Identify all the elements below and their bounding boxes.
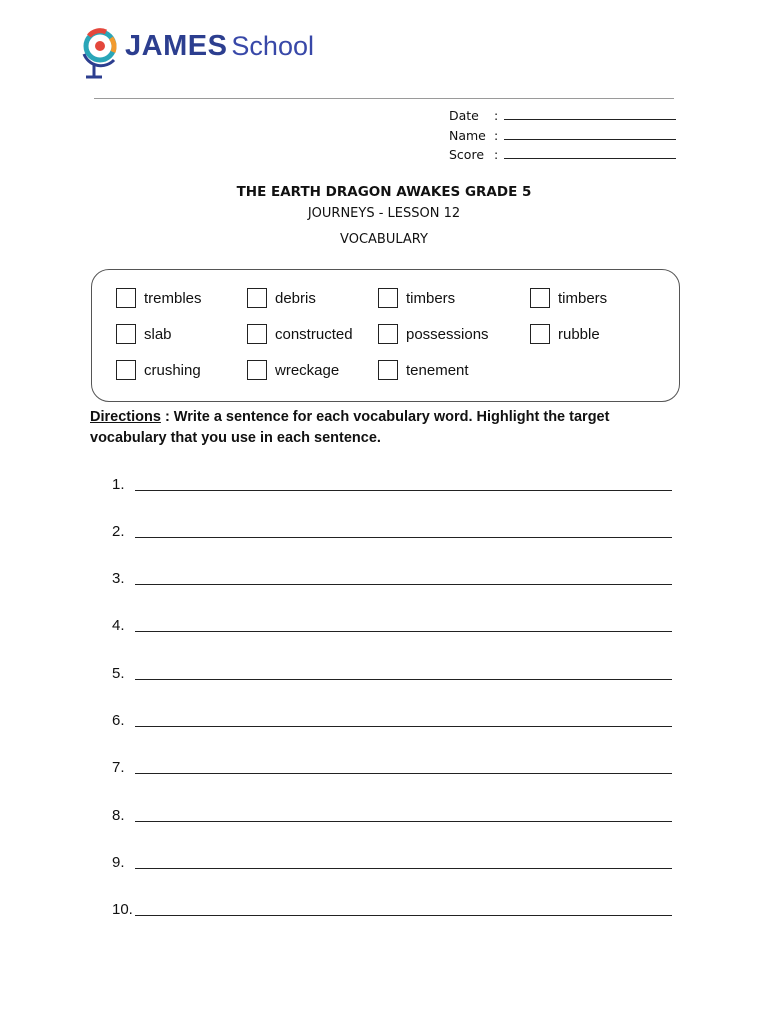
brand-name [125,32,314,61]
worksheet-title: THE EARTH DRAGON AWAKES GRADE 5 [236,184,532,200]
section-heading: VOCABULARY [340,232,428,247]
directions-text: : Write a sentence for each vocabulary word. Highlight the target vocabulary that you use in each sentence. [90,409,610,446]
vocab-word: wreckage [275,361,340,379]
vocab-item-crushing[interactable] [116,360,201,380]
answer-line-5[interactable] [112,665,672,682]
answer-blank[interactable] [135,901,672,916]
answer-number: 9. [112,854,125,871]
vocab-item-timbers-2[interactable] [530,288,607,308]
vocab-item-debris[interactable] [247,288,316,308]
vocab-word: possessions [406,325,489,343]
answer-line-10[interactable] [112,901,672,918]
answer-number: 1. [112,476,125,493]
vocab-item-tenement[interactable] [378,360,469,380]
vocab-item-possessions[interactable] [378,324,489,344]
answer-line-2[interactable] [112,523,672,540]
answer-line-8[interactable] [112,807,672,824]
answer-line-6[interactable] [112,712,672,729]
answer-number: 10. [112,901,133,918]
header-divider [94,98,674,99]
answer-blank[interactable] [135,665,672,680]
answer-blank[interactable] [135,523,672,538]
date-blank[interactable] [504,106,676,120]
checkbox[interactable] [116,360,136,380]
score-label: Score [449,147,485,162]
vocab-word: rubble [558,325,600,343]
worksheet-subtitle: JOURNEYS - LESSON 12 [307,206,461,221]
brand-name-light: School [231,31,314,61]
checkbox[interactable] [247,324,267,344]
vocab-item-slab[interactable] [116,324,172,344]
vocab-item-constructed[interactable] [247,324,353,344]
vocab-word: tenement [406,361,469,379]
checkbox[interactable] [530,288,550,308]
answer-blank[interactable] [135,854,672,869]
score-blank[interactable] [504,145,676,159]
checkbox[interactable] [116,288,136,308]
checkbox[interactable] [378,288,398,308]
directions [90,407,670,449]
vocab-word: debris [275,289,316,307]
answer-number: 4. [112,617,125,634]
answer-number: 2. [112,523,125,540]
name-label: Name [449,127,486,143]
answer-blank[interactable] [135,476,672,491]
brand-name-bold: JAMES [125,30,228,62]
answer-number: 6. [112,712,125,729]
vocab-word: trembles [144,289,202,307]
vocab-item-timbers[interactable] [378,288,455,308]
vocab-item-trembles[interactable] [116,288,202,308]
checkbox[interactable] [247,360,267,380]
vocab-item-wreckage[interactable] [247,360,339,380]
vocab-word: timbers [558,289,608,307]
name-blank[interactable] [504,126,676,140]
vocab-word: crushing [144,361,201,379]
vocab-item-rubble[interactable] [530,324,600,344]
answer-blank[interactable] [135,570,672,585]
globe-logo-icon [80,24,124,82]
date-field[interactable]: Date : [449,106,676,126]
student-info-fields [449,106,676,165]
answer-line-1[interactable] [112,476,672,493]
answer-number: 8. [112,807,125,824]
answer-line-9[interactable] [112,854,672,871]
answer-line-7[interactable] [112,759,672,776]
checkbox[interactable] [247,288,267,308]
vocab-word: timbers [406,289,456,307]
answer-number: 7. [112,759,125,776]
score-field[interactable]: Score : [449,145,676,165]
vocab-word: constructed [275,325,353,343]
answer-number: 3. [112,570,125,587]
answer-blank[interactable] [135,759,672,774]
school-logo [80,24,340,82]
answer-blank[interactable] [135,617,672,632]
answer-blank[interactable] [135,807,672,822]
directions-label: Directions [90,409,161,425]
answer-number: 5. [112,665,125,682]
checkbox[interactable] [116,324,136,344]
answer-line-3[interactable] [112,570,672,587]
answer-line-4[interactable] [112,617,672,634]
answer-blank[interactable] [135,712,672,727]
checkbox[interactable] [378,324,398,344]
checkbox[interactable] [378,360,398,380]
vocabulary-box [91,269,680,402]
checkbox[interactable] [530,324,550,344]
date-label: Date [449,108,479,123]
name-field[interactable]: Name : [449,126,676,146]
vocab-word: slab [144,325,172,343]
